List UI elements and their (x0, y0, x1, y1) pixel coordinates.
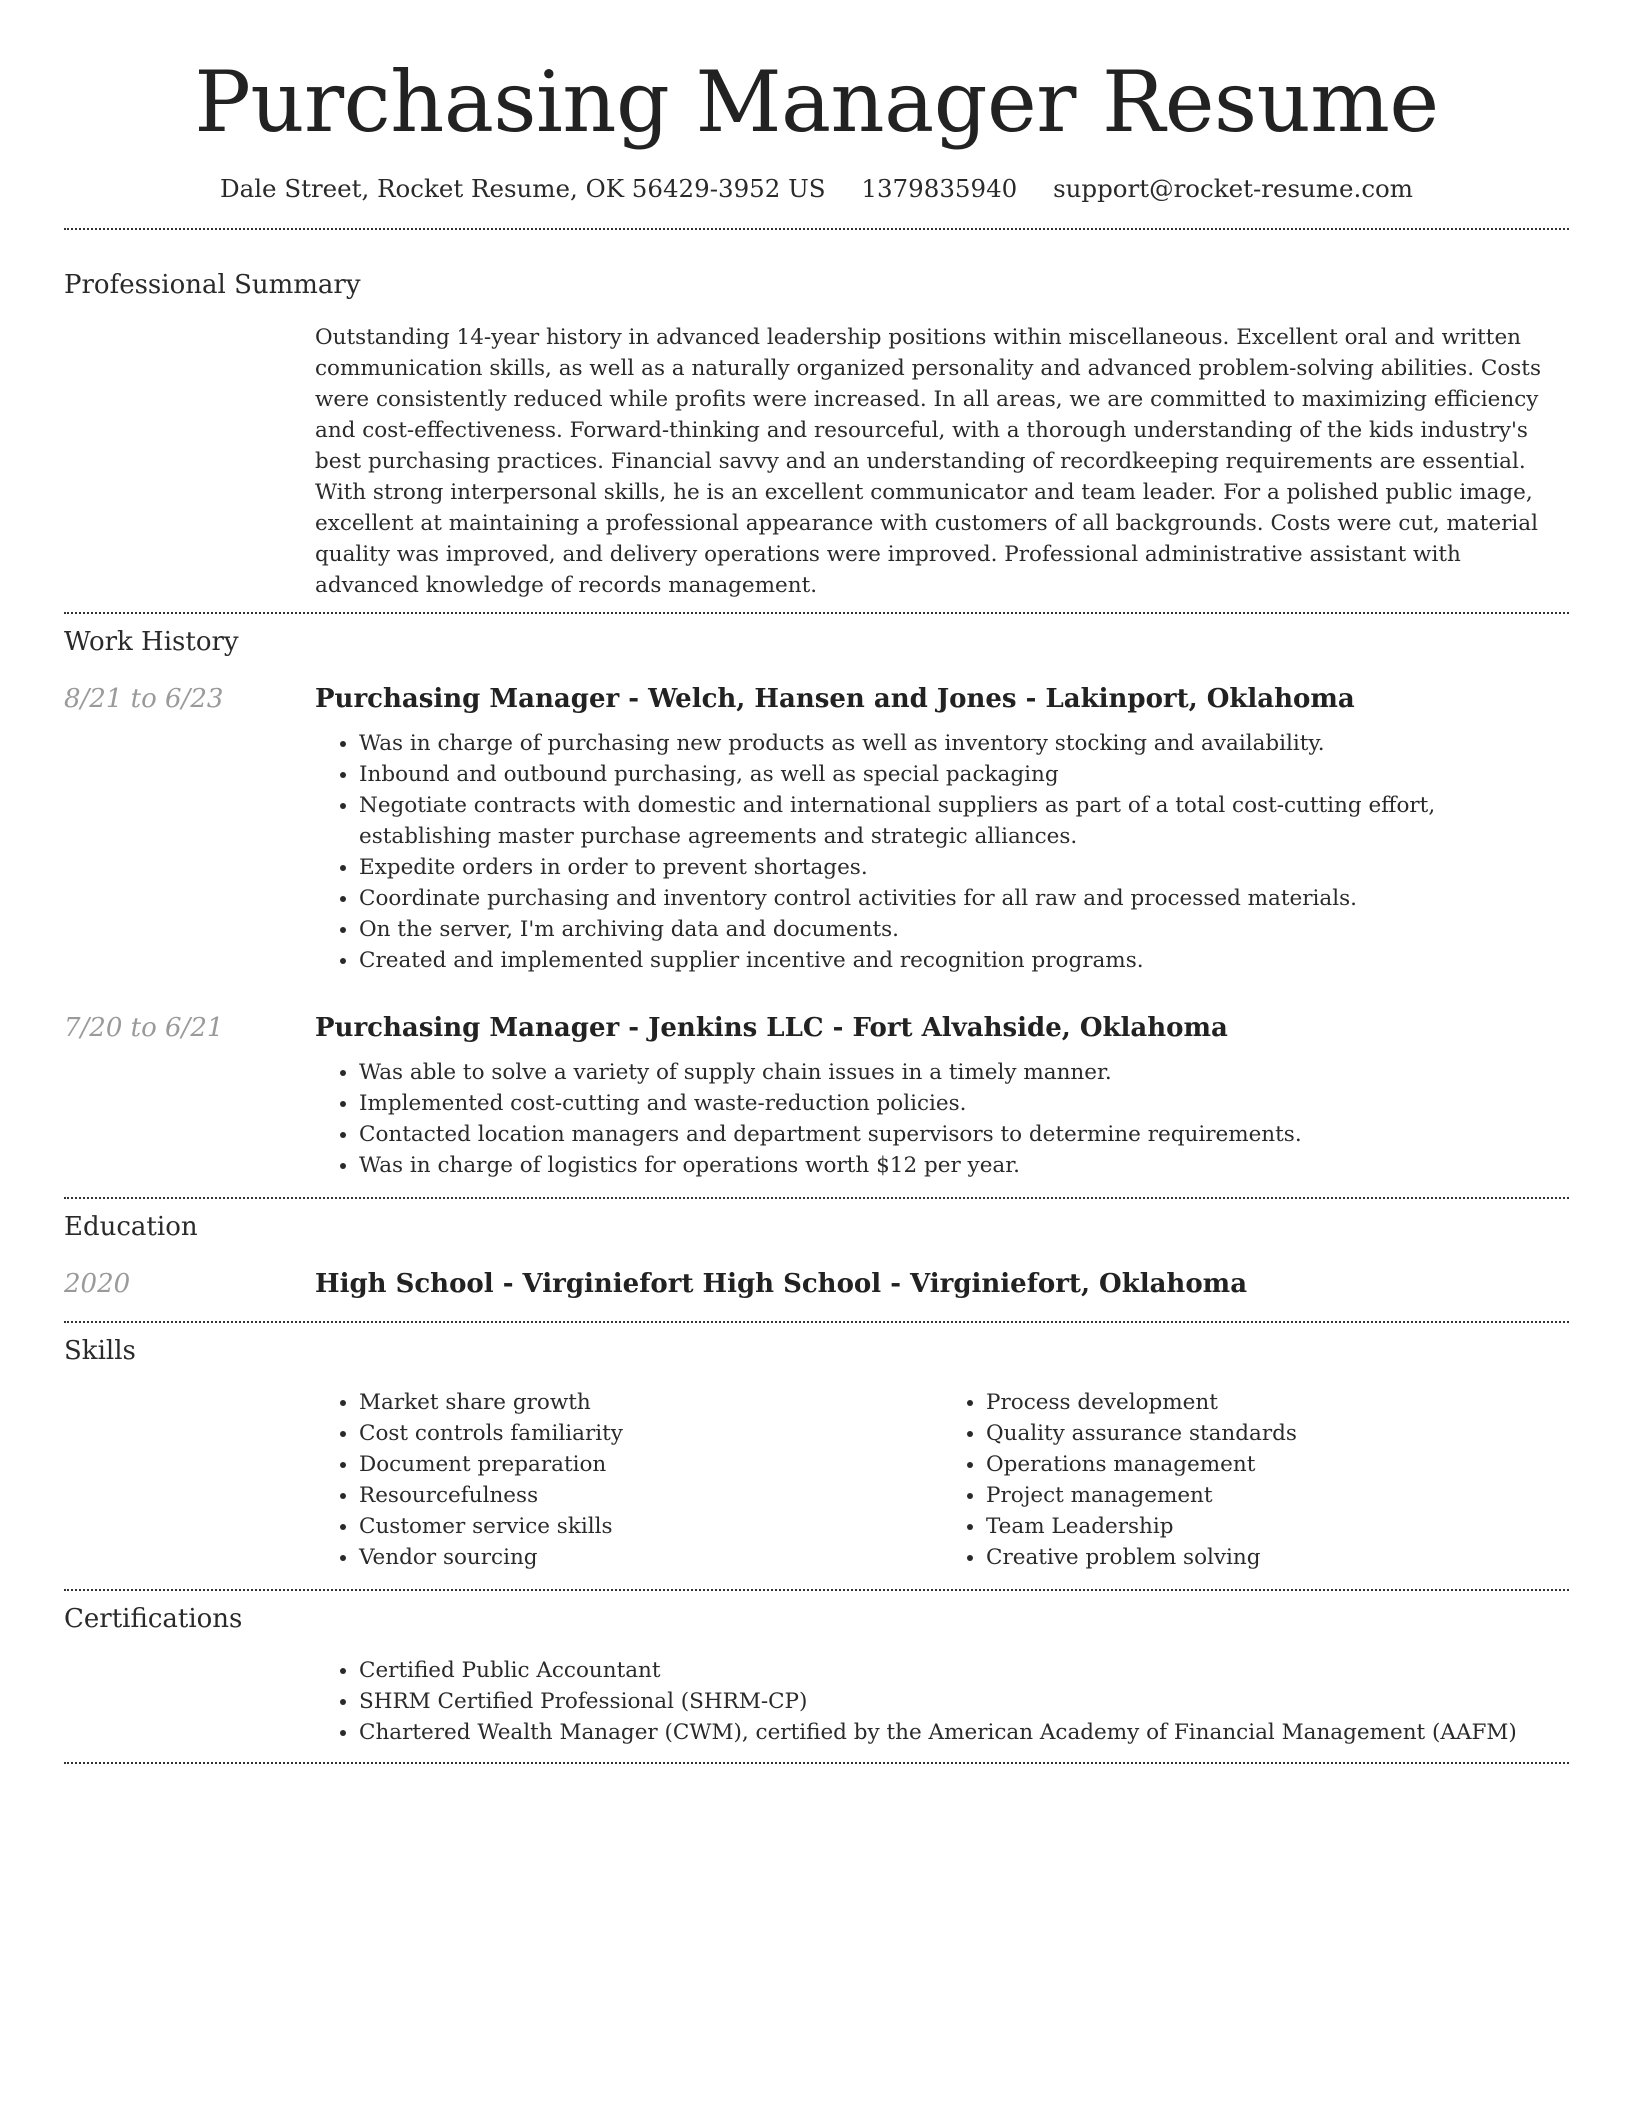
education-entry (64, 1267, 1569, 1301)
summary-section (64, 230, 1569, 601)
certifications-section (64, 1591, 1569, 1748)
contact-address: Dale Street, Rocket Resume, OK 56429-3952 US (219, 174, 826, 203)
skill-item: • Market share growth (359, 1387, 942, 1418)
job-bullets (315, 728, 1569, 976)
work-heading: Work History (64, 627, 239, 657)
job-title: Purchasing Manager - Welch, Hansen and Jones - Lakinport, Oklahoma (315, 684, 1355, 714)
job-entry (64, 682, 1569, 976)
skill-item: • Project management (986, 1480, 1569, 1511)
skill-item: • Document preparation (359, 1449, 942, 1480)
skills-section (64, 1323, 1569, 1573)
certifications-heading: Certifications (64, 1604, 243, 1634)
education-heading: Education (64, 1212, 198, 1242)
job-bullets (315, 1057, 1569, 1181)
skill-item: • Customer service skills (359, 1511, 942, 1542)
contact-line (64, 172, 1569, 206)
skill-item: • Quality assurance standards (986, 1418, 1569, 1449)
education-year: 2020 (64, 1269, 131, 1299)
job-bullet: • Created and implemented supplier incentive and recognition programs. (359, 945, 1569, 976)
work-section (64, 614, 1569, 1181)
contact-email[interactable]: support@rocket-resume.com (1053, 174, 1414, 203)
job-bullet: • Contacted location managers and department supervisors to determine requirements. (359, 1119, 1569, 1150)
certification-item: • Chartered Wealth Manager (CWM), certified by the American Academy of Financial Management (AAFM) (359, 1717, 1569, 1748)
skills-heading: Skills (64, 1336, 136, 1366)
resume-page (64, 0, 1569, 1764)
job-bullet: • Was in charge of purchasing new products as well as inventory stocking and availability. (359, 728, 1569, 759)
job-entry (64, 1011, 1569, 1181)
skills-list-right (942, 1387, 1569, 1573)
skill-item: • Process development (986, 1387, 1569, 1418)
job-title: Purchasing Manager - Jenkins LLC - Fort Alvahside, Oklahoma (315, 1013, 1228, 1043)
job-bullet: • Coordinate purchasing and inventory control activities for all raw and processed materials. (359, 883, 1569, 914)
skill-item: • Team Leadership (986, 1511, 1569, 1542)
education-section (64, 1199, 1569, 1301)
job-bullet: • On the server, I'm archiving data and documents. (359, 914, 1569, 945)
job-dates: 7/20 to 6/21 (64, 1013, 224, 1043)
resume-title: Purchasing Manager Resume (194, 53, 1439, 151)
education-title: High School - Virginiefort High School - Virginiefort, Oklahoma (315, 1269, 1248, 1299)
job-bullet: • Inbound and outbound purchasing, as well as special packaging (359, 759, 1569, 790)
summary-text: Outstanding 14-year history in advanced leadership positions within miscellaneous. Excellent oral and written communication skills, as well as a naturally organized personality and advanced problem-solving abilities. Costs were consistently reduced while profits were increased. In all areas, we are committed to maximizing efficiency and cost-effectiveness. Forward-thinking and resourceful, with a thorough understanding of the kids industry's best purchasing practices. Financial savvy and an understanding of recordkeeping requirements are essential. With strong interpersonal skills, he is an excellent communicator and team leader. For a polished public image, excellent at maintaining a professional appearance with customers of all backgrounds. Costs were cut, material quality was improved, and delivery operations were improved. Professional administrative assistant with advanced knowledge of records management. (315, 325, 1541, 598)
certifications-list (315, 1655, 1569, 1748)
skill-item: • Cost controls familiarity (359, 1418, 942, 1449)
contact-phone: 1379835940 (861, 174, 1018, 203)
job-bullet: • Implemented cost-cutting and waste-reduction policies. (359, 1088, 1569, 1119)
skill-item: • Creative problem solving (986, 1542, 1569, 1573)
skill-item: • Resourcefulness (359, 1480, 942, 1511)
summary-heading: Professional Summary (64, 270, 361, 300)
job-bullet: • Negotiate contracts with domestic and international suppliers as part of a total cost-cutting effort, establishing master purchase agreements and strategic alliances. (359, 790, 1569, 852)
certification-item: • SHRM Certified Professional (SHRM-CP) (359, 1686, 1569, 1717)
job-bullet: • Was in charge of logistics for operations worth $12 per year. (359, 1150, 1569, 1181)
job-bullet: • Expedite orders in order to prevent shortages. (359, 852, 1569, 883)
skill-item: • Operations management (986, 1449, 1569, 1480)
divider (64, 1762, 1569, 1764)
job-bullet: • Was able to solve a variety of supply chain issues in a timely manner. (359, 1057, 1569, 1088)
skill-item: • Vendor sourcing (359, 1542, 942, 1573)
certification-item: • Certified Public Accountant (359, 1655, 1569, 1686)
skills-list-left (315, 1387, 942, 1573)
job-dates: 8/21 to 6/23 (64, 684, 224, 714)
